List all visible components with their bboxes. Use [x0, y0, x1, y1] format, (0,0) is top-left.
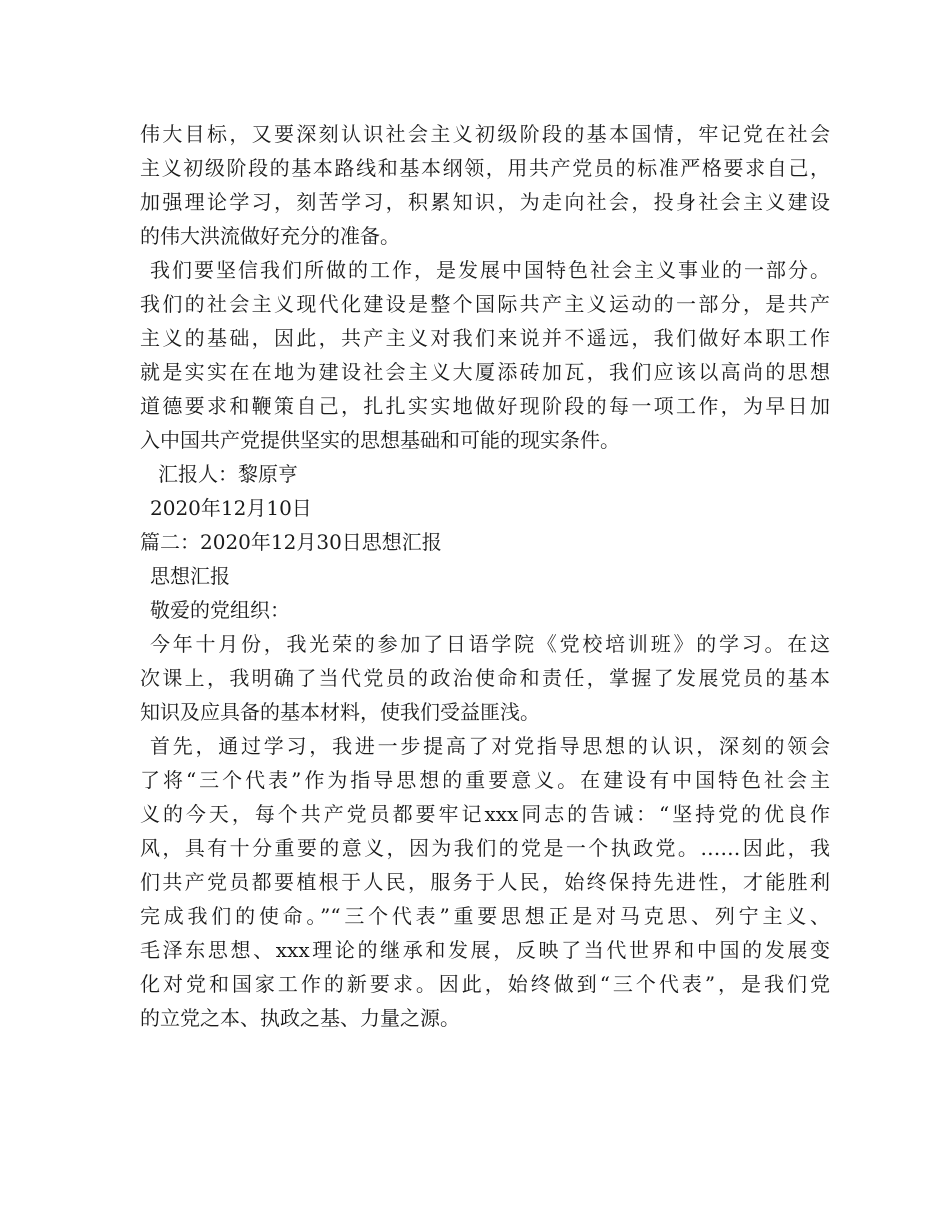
text-line: 道德要求和鞭策自己，扎扎实实地做好现阶段的每一项工作，为早日加 — [140, 394, 830, 418]
text-line: 思想汇报 — [150, 564, 230, 588]
text-line: 知识及应具备的基本材料，使我们受益匪浅。 — [140, 700, 540, 724]
text-line: 我们的社会主义现代化建设是整个国际共产主义运动的一部分，是共产 — [140, 292, 830, 316]
text-line: 义的今天，每个共产党员都要牢记xxx同志的告诫：“坚持党的优良作 — [140, 802, 830, 826]
text-line: 主义的基础，因此，共产主义对我们来说并不遥远，我们做好本职工作 — [140, 326, 830, 350]
text-line: 敬爱的党组织： — [150, 598, 290, 622]
text-line: 我们要坚信我们所做的工作，是发展中国特色社会主义事业的一部分。 — [150, 258, 830, 282]
text-line: 首先，通过学习，我进一步提高了对党指导思想的认识，深刻的领会 — [150, 734, 830, 758]
text-line: 加强理论学习，刻苦学习，积累知识，为走向社会，投身社会主义建设 — [140, 190, 830, 214]
text-line: 今年十月份，我光荣的参加了日语学院《党校培训班》的学习。在这 — [150, 632, 830, 656]
text-line: 的立党之本、执政之基、力量之源。 — [140, 1006, 460, 1030]
text-line: 伟大目标，又要深刻认识社会主义初级阶段的基本国情，牢记党在社会 — [140, 122, 830, 146]
text-line: 次课上，我明确了当代党员的政治使命和责任，掌握了发展党员的基本 — [140, 666, 830, 690]
text-line: 们共产党员都要植根于人民，服务于人民，始终保持先进性，才能胜利 — [140, 870, 830, 894]
text-line: 就是实实在在地为建设社会主义大厦添砖加瓦，我们应该以高尚的思想 — [140, 360, 830, 384]
text-line: 篇二：2020年12月30日思想汇报 — [140, 530, 442, 554]
text-line: 完成我们的使命。”“三个代表”重要思想正是对马克思、列宁主义、 — [140, 904, 830, 928]
text-line: 主义初级阶段的基本路线和基本纲领，用共产党员的标准严格要求自己， — [140, 156, 830, 180]
text-line: 毛泽东思想、xxx理论的继承和发展，反映了当代世界和中国的发展变 — [140, 938, 830, 962]
text-line: 化对党和国家工作的新要求。因此，始终做到“三个代表”，是我们党 — [140, 972, 830, 996]
document-body — [140, 117, 830, 1035]
text-line: 入中国共产党提供坚实的思想基础和可能的现实条件。 — [140, 428, 620, 452]
text-line: 2020年12月10日 — [150, 496, 312, 520]
text-line: 汇报人：黎原亨 — [158, 462, 298, 486]
text-line: 风，具有十分重要的意义，因为我们的党是一个执政党。……因此，我 — [140, 836, 830, 860]
text-line: 了将“三个代表”作为指导思想的重要意义。在建设有中国特色社会主 — [140, 768, 830, 792]
text-line: 的伟大洪流做好充分的准备。 — [140, 224, 400, 248]
